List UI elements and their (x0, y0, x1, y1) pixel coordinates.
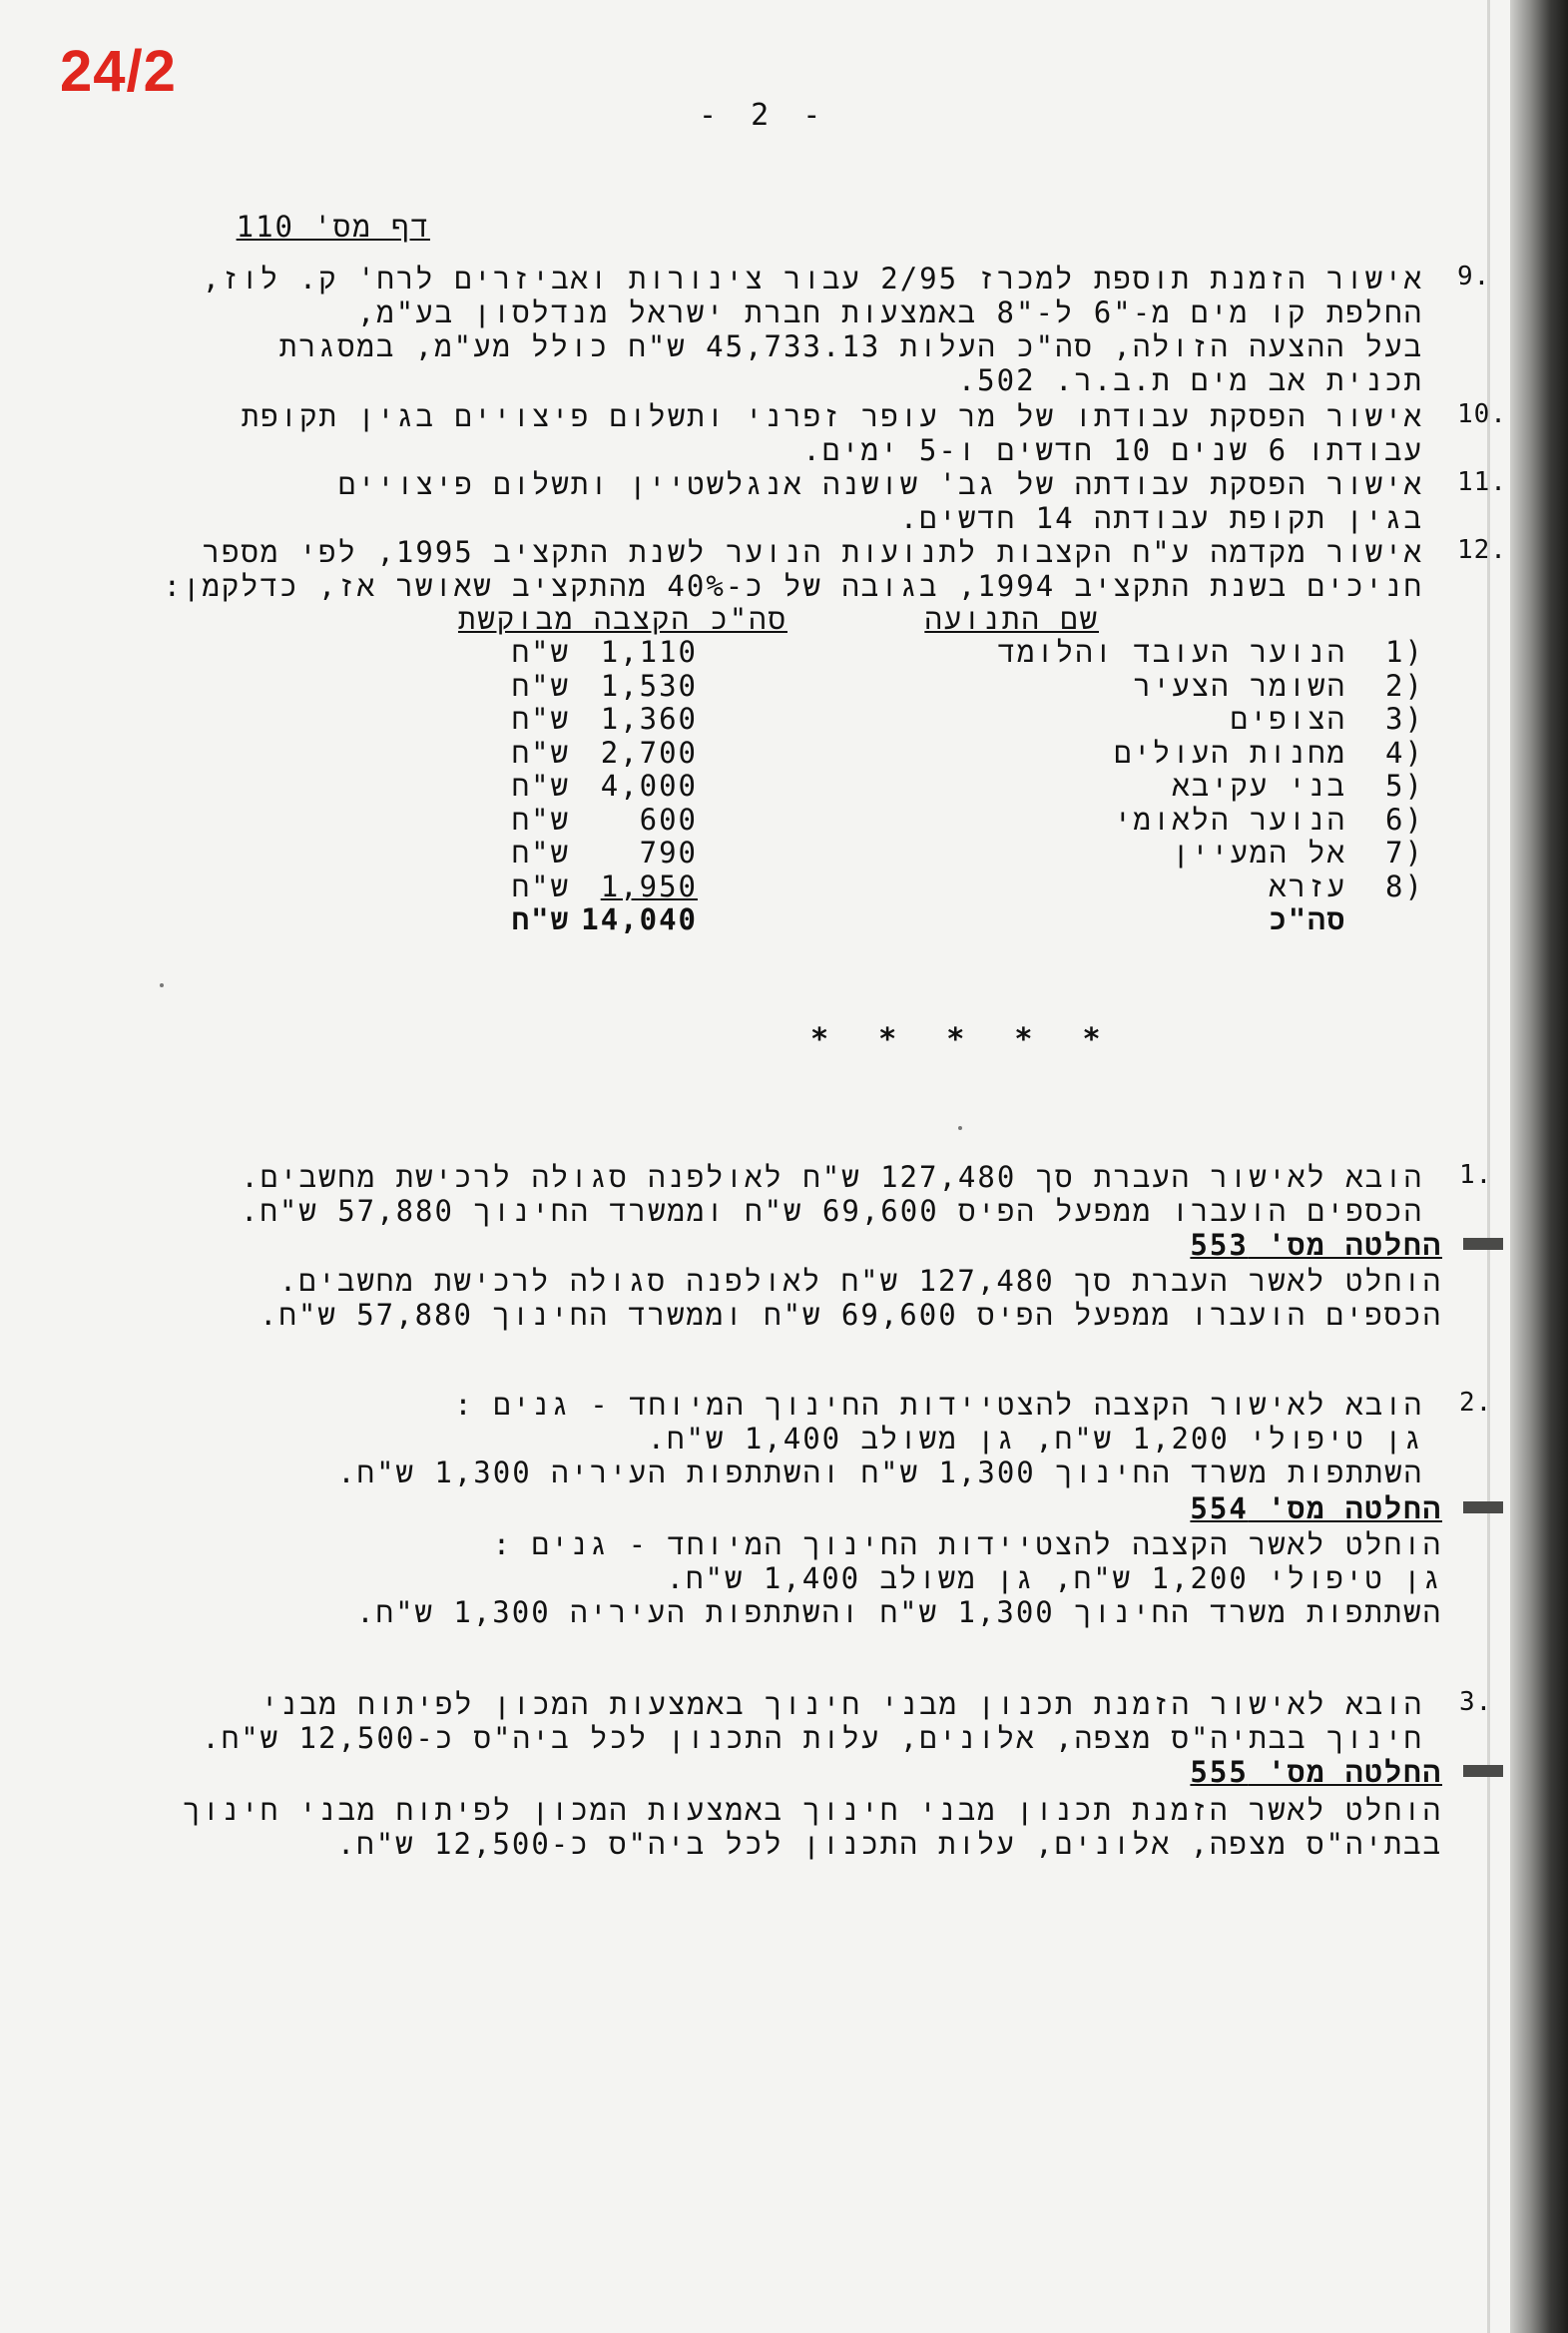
table-row-number: 6) (1385, 803, 1424, 837)
table-row-name: עזרא (1269, 870, 1346, 903)
item-line: חניכים בשנת התקציב 1994, בגובה של כ-40% מהתקציב שאושר אז, כדלקמן: (163, 569, 1423, 603)
table-row-amount: 4,000 (600, 769, 698, 803)
table-row-number: 5) (1385, 769, 1424, 803)
table-row-name: בני עקיבא (1172, 769, 1346, 803)
scan-artifact (1463, 1238, 1503, 1250)
item-marker: 10. (1457, 399, 1507, 429)
item-marker: 12. (1457, 535, 1507, 565)
table-row-name: השומר הצעיר (1133, 669, 1346, 703)
table-row-unit: ש"ח (511, 702, 570, 736)
decision-line: הוחלט לאשר הקצבה להצטיידות החינוך המיוחד - גנים : (492, 1527, 1442, 1561)
table-row-amount: 600 (639, 803, 698, 837)
table-row-number: 4) (1385, 736, 1424, 770)
page-stamp: 24/2 (60, 39, 177, 104)
table-row-unit: ש"ח (511, 669, 570, 703)
section-marker: 1. (1459, 1160, 1493, 1190)
table-row-amount: 790 (639, 836, 698, 870)
scan-speck (958, 1126, 962, 1130)
scan-artifact (1463, 1501, 1503, 1513)
table-row-name: הנוער הלאומי (1114, 803, 1346, 837)
separator: * * * * * (810, 1022, 1117, 1057)
table-row-number: 3) (1385, 702, 1424, 736)
table-total-label: סה"כ (1269, 902, 1346, 936)
table-row-amount: 1,530 (600, 669, 698, 703)
item-line: אישור הפסקת עבודתו של מר עופר זפרני ותשלום פיצויים בגין תקופת (241, 399, 1423, 433)
section-line: הכספים הועברו ממפעל הפיס 69,600 ש"ח וממשרד החינוך 57,880 ש"ח. (241, 1194, 1423, 1228)
table-row-amount: 1,110 (600, 635, 698, 669)
item-line: החלפת קו מים מ-"6 ל-"8 באמצעות חברת ישראל מנדלסון בע"מ, (356, 295, 1423, 329)
decision-title: החלטה מס' 554 (1190, 1491, 1442, 1525)
table-row-unit: ש"ח (511, 870, 570, 903)
table-total-unit: ש"ח (511, 902, 570, 936)
decision-line: בבתיה"ס מצפה, אלונים, עלות התכנון לכל ביה"ס כ-12,500 ש"ח. (336, 1827, 1442, 1861)
table-row-unit: ש"ח (511, 769, 570, 803)
table-row-amount: 2,700 (600, 736, 698, 770)
item-line: אישור הזמנת תוספת למכרז 2/95 עבור צינורות ואביזרים לרח' ק. לוז, (202, 262, 1423, 295)
table-row-name: מחנות העולים (1114, 736, 1346, 770)
item-line: בגין תקופת עבודתה 14 חדשים. (899, 501, 1423, 535)
decision-line: גן טיפולי 1,200 ש"ח, גן משולב 1,400 ש"ח. (666, 1561, 1442, 1595)
section-line: חינוך בבתיה"ס מצפה, אלונים, עלות התכנון לכל ביה"ס כ-12,500 ש"ח. (202, 1721, 1423, 1755)
section-marker: 2. (1459, 1388, 1493, 1418)
table-total-amount: 14,040 (581, 902, 698, 936)
table-header-name: שם התנועה (924, 602, 1099, 636)
item-line: עבודתו 6 שנים 10 חדשים ו-5 ימים. (802, 433, 1423, 467)
section-line: הובא לאישור הקצבה להצטיידות החינוך המיוחד - גנים : (454, 1388, 1423, 1422)
table-header-amount: סה"כ הקצבה מבוקשת (457, 602, 787, 636)
table-row-number: 2) (1385, 669, 1424, 703)
table-row-number: 1) (1385, 635, 1424, 669)
table-row-name: הצופים (1230, 702, 1346, 736)
item-marker: 11. (1457, 467, 1507, 497)
decision-line: הכספים הועברו ממפעל הפיס 69,600 ש"ח וממשרד החינוך 57,880 ש"ח. (260, 1298, 1442, 1332)
scan-artifact (1463, 1765, 1503, 1777)
table-row-number: 7) (1385, 836, 1424, 870)
section-line: הובא לאישור הזמנת תכנון מבני חינוך באמצעות המכון לפיתוח מבני (261, 1687, 1423, 1721)
table-row-unit: ש"ח (511, 836, 570, 870)
item-line: אישור מקדמה ע"ח הקצבות לתנועות הנוער לשנת התקציב 1995, לפי מספר (202, 535, 1423, 569)
scan-speck (160, 983, 164, 987)
decision-line: הוחלט לאשר הזמנת תכנון מבני חינוך באמצעות המכון לפיתוח מבני חינוך (183, 1793, 1442, 1827)
item-line: אישור הפסקת עבודתה של גב' שושנה אנגלשטיין ותשלום פיצויים (337, 467, 1423, 501)
table-row-number: 8) (1385, 870, 1424, 903)
table-row-unit: ש"ח (511, 736, 570, 770)
item-line: בעל ההצעה הזולה, סה"כ העלות 45,733.13 ש"ח כולל מע"מ, במסגרת (278, 329, 1423, 363)
section-marker: 3. (1459, 1687, 1493, 1717)
table-row-amount u: 1,950 (600, 870, 698, 903)
decision-line: השתתפות משרד החינוך 1,300 ש"ח והשתתפות העיריה 1,300 ש"ח. (356, 1595, 1442, 1629)
decision-line: הוחלט לאשר העברת סך 127,480 ש"ח לאולפנה סגולה לרכישת מחשבים. (278, 1264, 1442, 1298)
table-row-name: הנוער העובד והלומד (997, 635, 1346, 669)
table-row-unit: ש"ח (511, 803, 570, 837)
section-line: השתתפות משרד החינוך 1,300 ש"ח והשתתפות העיריה 1,300 ש"ח. (337, 1456, 1423, 1489)
table-row-unit: ש"ח (511, 635, 570, 669)
decision-title: החלטה מס' 553 (1190, 1228, 1442, 1262)
item-line: תכנית אב מים ת.ב.ר. 502. (957, 363, 1423, 397)
scan-edge-shadow (1510, 0, 1568, 2333)
item-marker: 9. (1457, 262, 1491, 292)
sheet-number: דף מס' 110 (236, 210, 430, 244)
decision-title: החלטה מס' 555 (1190, 1755, 1442, 1789)
table-row-amount: 1,360 (600, 702, 698, 736)
section-line: גן טיפולי 1,200 ש"ח, גן משולב 1,400 ש"ח. (647, 1422, 1423, 1456)
page-number: - 2 - (699, 98, 829, 133)
table-row-name: אל המעיין (1172, 836, 1346, 870)
section-line: הובא לאישור העברת סך 127,480 ש"ח לאולפנה סגולה לרכישת מחשבים. (241, 1160, 1423, 1194)
